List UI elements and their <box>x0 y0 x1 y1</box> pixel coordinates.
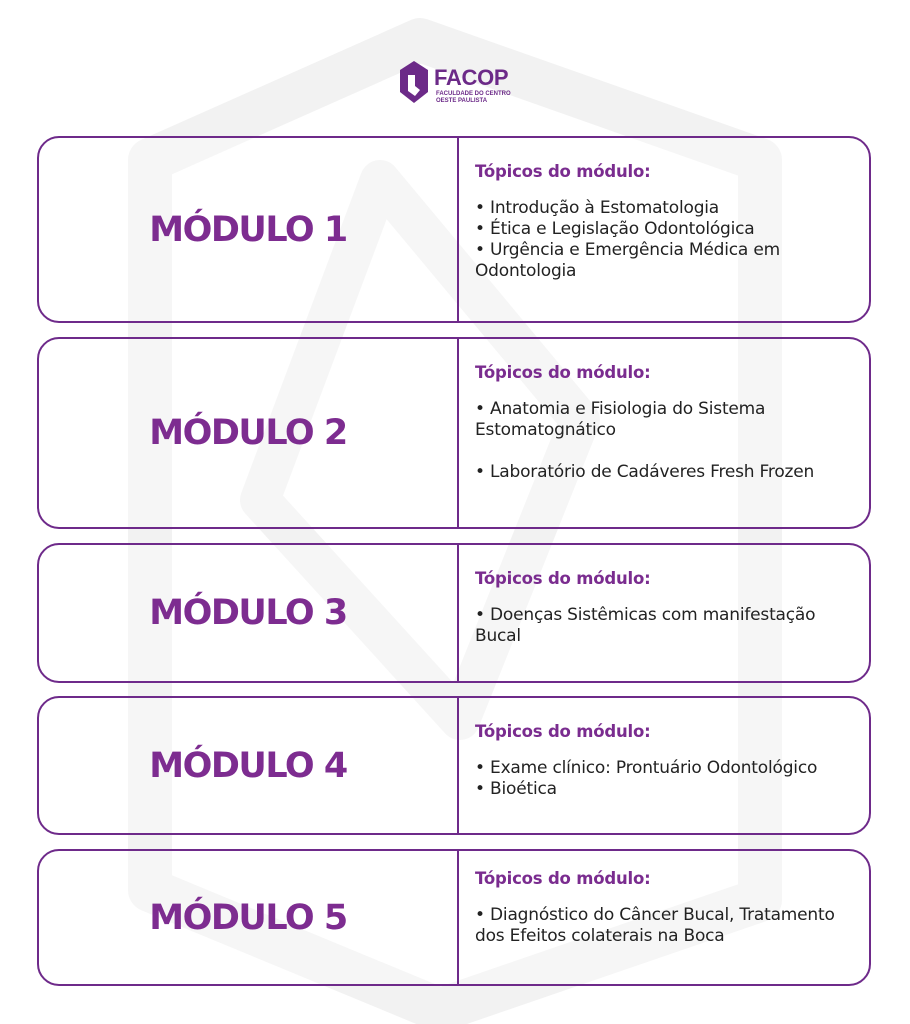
module-topics-panel <box>475 722 855 800</box>
facop-logo-mark-icon <box>394 58 434 106</box>
module-card-3 <box>37 543 871 683</box>
module-topics-panel <box>475 363 855 483</box>
topic-item: • Ética e Legislação Odontológica <box>475 219 755 239</box>
module-title-panel <box>39 851 459 984</box>
module-card-4 <box>37 696 871 835</box>
module-title-panel <box>39 698 459 833</box>
logo-subtitle: FACULDADE DO CENTRO OESTE PAULISTA <box>436 91 511 104</box>
topic-item: • Diagnóstico do Câncer Bucal, Tratamento dos Efeitos colaterais na Boca <box>475 905 835 946</box>
module-title: MÓDULO 1 <box>149 209 347 250</box>
module-topics-panel <box>475 162 855 282</box>
module-title: MÓDULO 3 <box>149 593 347 633</box>
topics-list <box>475 905 855 947</box>
module-topics-panel <box>475 569 855 647</box>
topic-item: • Bioética <box>475 779 557 799</box>
module-title-panel <box>39 339 459 527</box>
module-title-panel <box>39 545 459 681</box>
topics-heading: Tópicos do módulo: <box>475 363 651 382</box>
module-title: MÓDULO 4 <box>149 745 347 786</box>
module-title: MÓDULO 5 <box>149 897 347 938</box>
topic-item: • Doenças Sistêmicas com manifestação Bucal <box>475 605 816 646</box>
module-card-1 <box>37 136 871 323</box>
topic-item: • Anatomia e Fisiologia do Sistema Estomatognático <box>475 399 766 440</box>
module-card-5 <box>37 849 871 986</box>
module-title: MÓDULO 2 <box>149 413 347 453</box>
topics-list <box>475 399 855 483</box>
module-card-2 <box>37 337 871 529</box>
module-topics-panel <box>475 869 855 947</box>
topics-heading: Tópicos do módulo: <box>475 869 651 888</box>
topics-list <box>475 758 855 800</box>
logo-wordmark: FACOP <box>434 65 509 90</box>
topics-heading: Tópicos do módulo: <box>475 162 651 181</box>
topics-heading: Tópicos do módulo: <box>475 569 651 588</box>
topic-item: • Exame clínico: Prontuário Odontológico <box>475 758 818 778</box>
topics-list <box>475 605 855 647</box>
topic-item: • Urgência e Emergência Médica em Odontologia <box>475 240 780 281</box>
module-title-panel <box>39 138 459 321</box>
topics-heading: Tópicos do módulo: <box>475 722 651 741</box>
topics-list <box>475 198 855 282</box>
topic-item: • Laboratório de Cadáveres Fresh Frozen <box>475 462 815 482</box>
topic-item: • Introdução à Estomatologia <box>475 198 720 218</box>
